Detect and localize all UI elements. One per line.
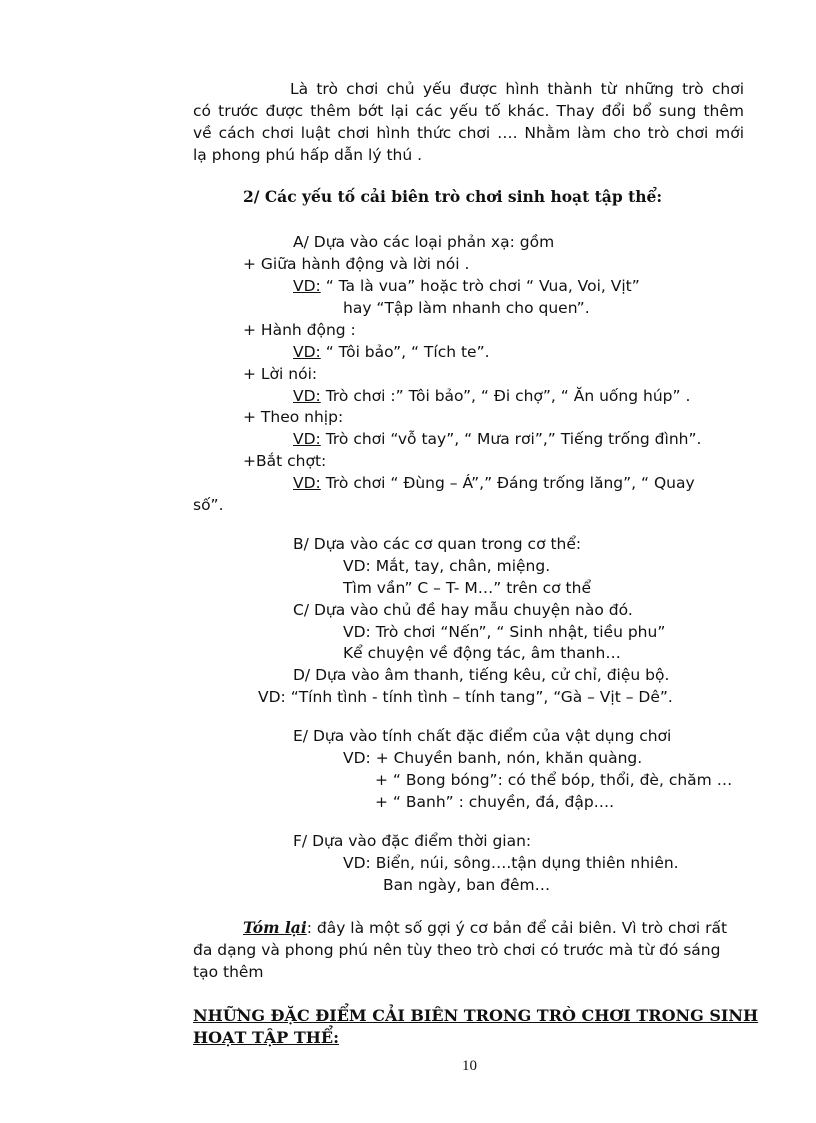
- item-b-title: B/ Dựa vào các cơ quan trong cơ thể:: [293, 535, 582, 553]
- item-b-line: VD: Mắt, tay, chân, miệng.: [343, 557, 551, 575]
- final-heading-line-1: NHỮNG ĐẶC ĐIỂM CẢI BIÊN TRONG TRÒ CHƠI TRONG SINH: [193, 1006, 759, 1025]
- a-example-line: [293, 429, 701, 449]
- final-heading-line-2: HOẠT TẬP THỂ:: [193, 1028, 339, 1047]
- vd-label: VD:: [293, 343, 321, 361]
- a-item-label: + Lời nói:: [243, 365, 318, 383]
- intro-line-2: có trước được thêm bớt lại các yếu tố khác. Thay đổi bổ sung thêm: [193, 102, 744, 120]
- item-a-title: A/ Dựa vào các loại phản xạ: gồm: [293, 233, 555, 251]
- summary-line-3: tạo thêm: [193, 963, 264, 981]
- a-example-text: Trò chơi :” Tôi bảo”, “ Đi chợ”, “ Ăn uống húp” .: [320, 387, 691, 405]
- item-e-line: VD: + Chuyền banh, nón, khăn quàng.: [343, 749, 643, 767]
- page-number: 10: [462, 1058, 477, 1074]
- intro-line-1: Là trò chơi chủ yếu được hình thành từ những trò chơi: [290, 80, 744, 98]
- a-example-line: [293, 342, 490, 362]
- a-item-label: + Theo nhịp:: [243, 408, 344, 426]
- summary-label: Tóm lại: [243, 918, 307, 937]
- vd-label: VD:: [293, 387, 321, 405]
- section-heading: 2/ Các yếu tố cải biên trò chơi sinh hoạt tập thể:: [243, 187, 663, 206]
- a-example-text: Trò chơi “vỗ tay”, “ Mưa rơi”,” Tiếng trống đình”.: [320, 430, 702, 448]
- vd-label: VD:: [293, 474, 321, 492]
- vd-label: VD:: [293, 430, 321, 448]
- item-c-line: VD: Trò chơi “Nến”, “ Sinh nhật, tiều phu”: [343, 623, 666, 641]
- item-e-line: + “ Banh” : chuyền, đá, đập….: [375, 793, 615, 811]
- a-example-text: “ Ta là vua” hoặc trò chơi “ Vua, Voi, Vịt”: [320, 277, 640, 295]
- item-f-title: F/ Dựa vào đặc điểm thời gian:: [293, 832, 532, 850]
- intro-line-4: lạ phong phú hấp dẫn lý thú .: [193, 146, 423, 164]
- a-example-text: “ Tôi bảo”, “ Tích te”.: [320, 343, 490, 361]
- a-example-continuation: hay “Tập làm nhanh cho quen”.: [343, 299, 590, 317]
- a-example-text: Trò chơi “ Đùng – Á”,” Đáng trống lăng”, “ Quay: [320, 474, 695, 492]
- item-c-title: C/ Dựa vào chủ đề hay mẫu chuyện nào đó.: [293, 601, 633, 619]
- a-example-line: [293, 386, 690, 406]
- item-f-line: VD: Biển, núi, sông….tận dụng thiên nhiên.: [343, 854, 679, 872]
- item-e-line: + “ Bong bóng”: có thể bóp, thổi, đè, chăm …: [375, 771, 733, 789]
- item-d-title: D/ Dựa vào âm thanh, tiếng kêu, cử chỉ, điệu bộ.: [293, 666, 670, 684]
- intro-line-3: về cách chơi luật chơi hình thức chơi …. Nhằm làm cho trò chơi mới: [193, 124, 744, 142]
- a-item-label: +Bắt chợt:: [243, 452, 327, 470]
- item-e-title: E/ Dựa vào tính chất đặc điểm của vật dụng chơi: [293, 727, 672, 745]
- a-item-label: + Hành động :: [243, 321, 356, 339]
- item-f-line: Ban ngày, ban đêm…: [383, 876, 551, 894]
- item-b-line: Tìm vần” C – T- M…” trên cơ thể: [343, 579, 591, 597]
- summary-line-2: đa dạng và phong phú nên tùy theo trò chơi có trước mà từ đó sáng: [193, 941, 721, 959]
- item-d-line: VD: “Tính tình - tính tình – tính tang”, “Gà – Vịt – Dê”.: [258, 688, 673, 706]
- a-example-continuation: số”.: [193, 496, 224, 514]
- a-item-label: + Giữa hành động và lời nói .: [243, 255, 470, 273]
- a-example-line: [293, 473, 695, 493]
- summary-line-1: [243, 918, 727, 938]
- summary-text: : đây là một số gợi ý cơ bản để cải biên. Vì trò chơi rất: [306, 919, 728, 937]
- a-example-line: [293, 276, 640, 296]
- item-c-line: Kể chuyện về động tác, âm thanh…: [343, 644, 621, 662]
- vd-label: VD:: [293, 277, 321, 295]
